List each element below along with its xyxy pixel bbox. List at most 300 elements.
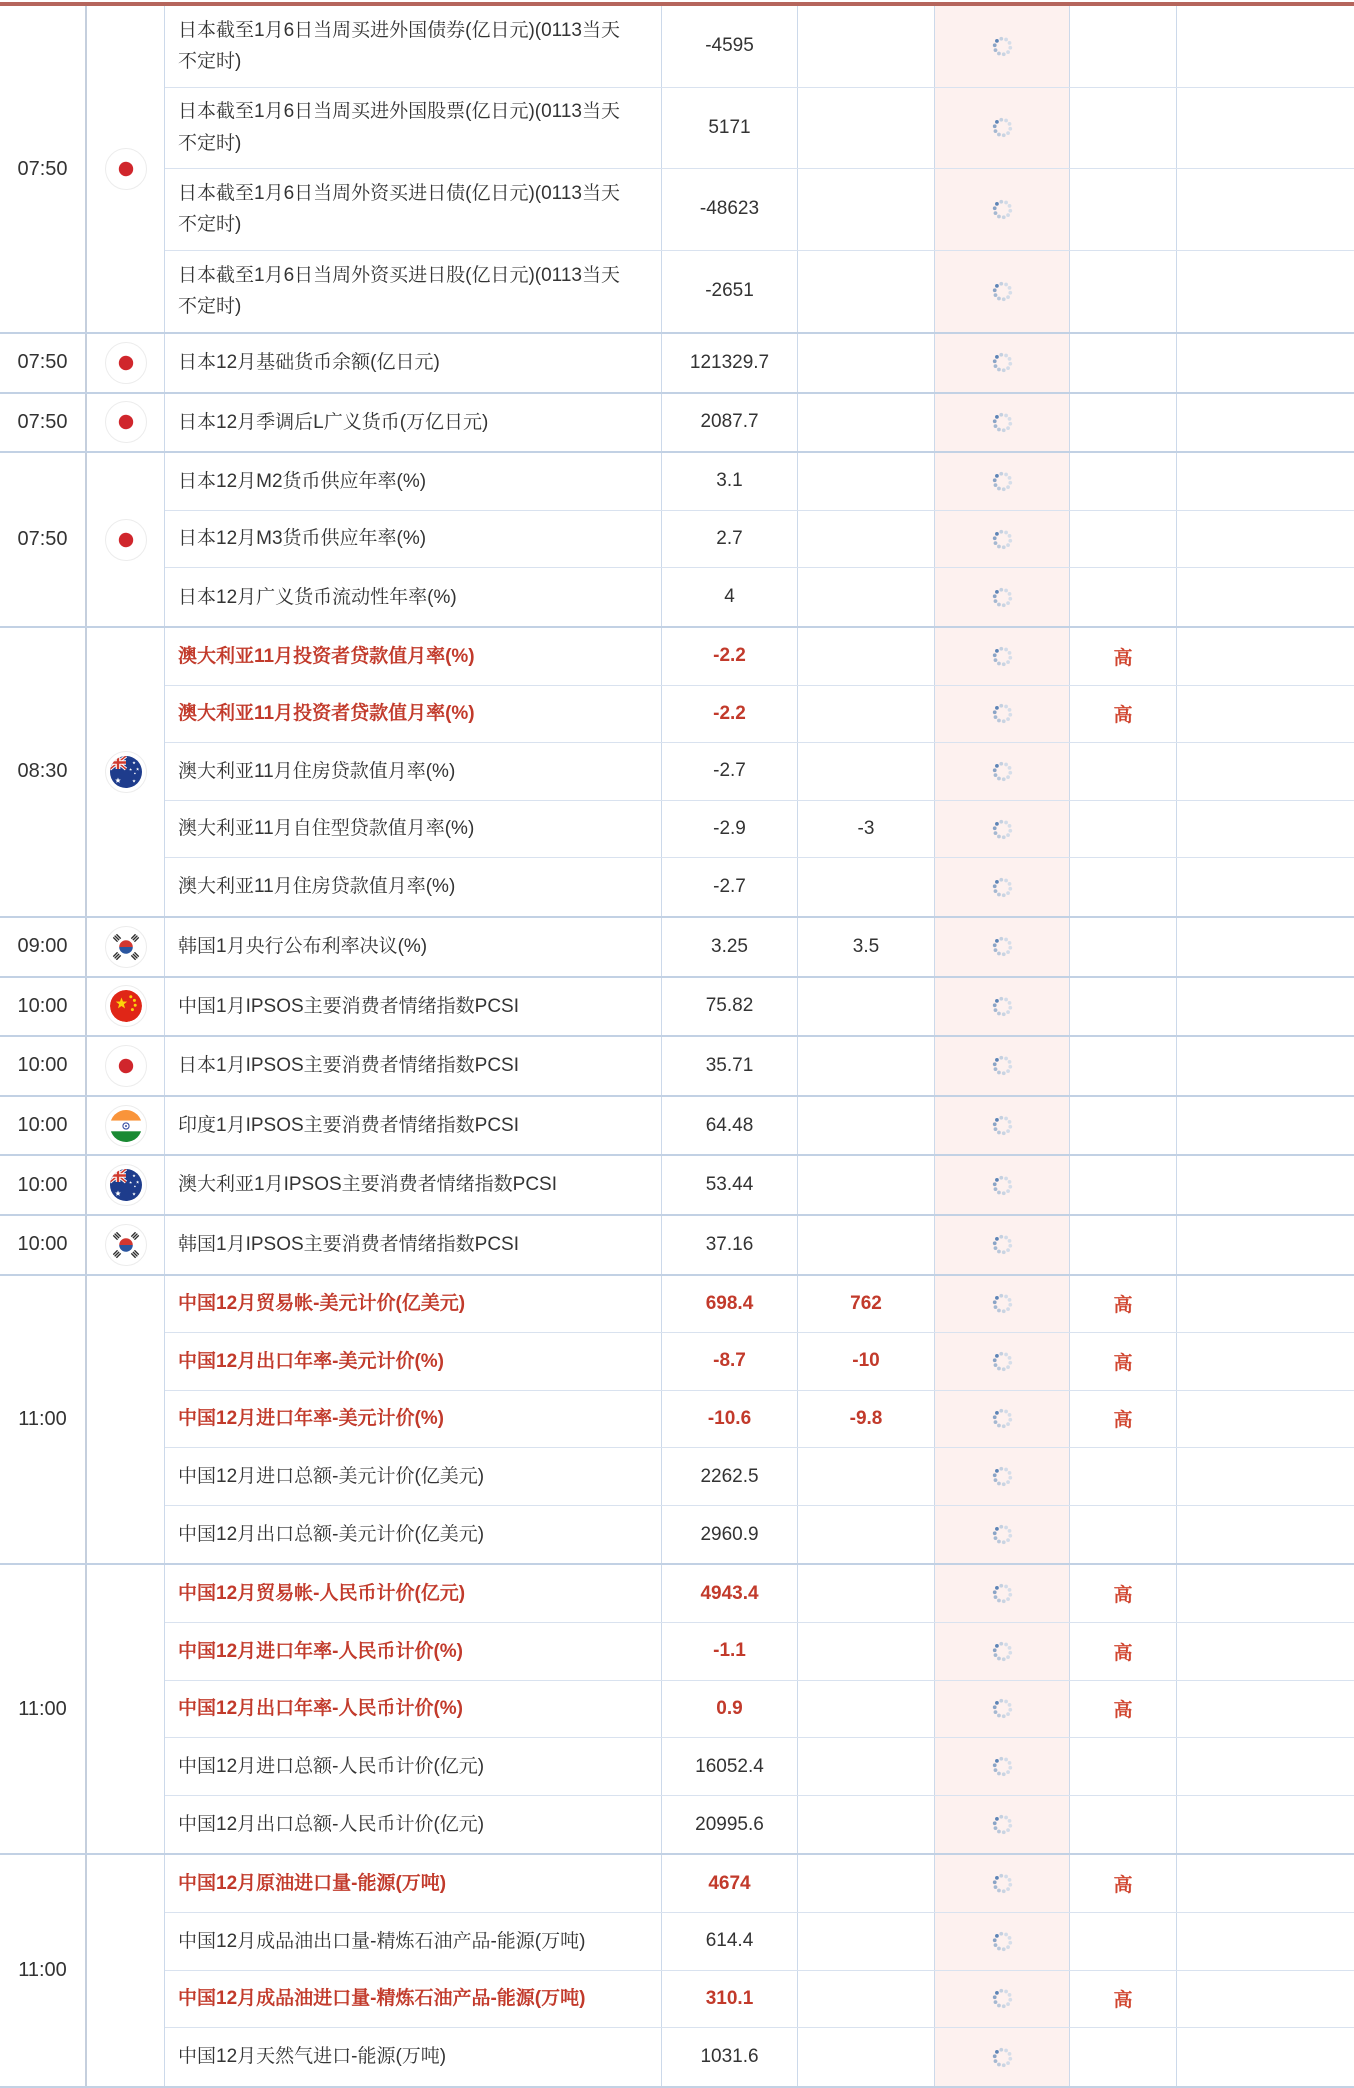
chart-loading-cell[interactable] [935, 1738, 1070, 1795]
event-title: 中国12月天然气进口-能源(万吨) [165, 2028, 662, 2086]
actual-value: 121329.7 [662, 334, 798, 392]
chart-loading-cell[interactable] [935, 1276, 1070, 1333]
actual-value: 35.71 [662, 1037, 798, 1095]
flag-cell [87, 1156, 165, 1214]
empty-cell [1177, 978, 1354, 1036]
group-rows [165, 334, 1354, 392]
event-group [0, 1097, 1354, 1157]
importance-badge [1070, 978, 1177, 1036]
loading-spinner-icon [989, 1580, 1016, 1607]
chart-loading-cell[interactable] [935, 6, 1070, 87]
actual-value: -48623 [662, 169, 798, 250]
empty-cell [1177, 1391, 1354, 1448]
event-title: 中国12月原油进口量-能源(万吨) [165, 1855, 662, 1912]
importance-badge: 高 [1070, 1855, 1177, 1912]
chart-loading-cell[interactable] [935, 1681, 1070, 1738]
chart-loading-cell[interactable] [935, 1565, 1070, 1622]
time-cell: 07:50 [0, 6, 87, 332]
chart-loading-cell[interactable] [935, 1971, 1070, 2028]
group-rows [165, 1276, 1354, 1564]
forecast-value [798, 1796, 935, 1854]
time-cell: 11:00 [0, 1565, 87, 1853]
chart-loading-cell[interactable] [935, 1855, 1070, 1912]
table-row [165, 453, 1354, 511]
event-group [0, 1276, 1354, 1566]
importance-badge [1070, 1506, 1177, 1564]
event-title: 中国12月成品油进口量-精炼石油产品-能源(万吨) [165, 1971, 662, 2028]
table-row [165, 858, 1354, 916]
forecast-value [798, 169, 935, 250]
chart-loading-cell[interactable] [935, 2028, 1070, 2086]
empty-cell [1177, 1971, 1354, 2028]
flag-cell [87, 1216, 165, 1274]
empty-cell [1177, 2028, 1354, 2086]
table-row [165, 394, 1354, 452]
chart-loading-cell[interactable] [935, 743, 1070, 800]
event-title: 日本截至1月6日当周外资买进日股(亿日元)(0113当天不定时) [165, 251, 662, 333]
event-title: 日本12月广义货币流动性年率(%) [165, 568, 662, 626]
forecast-value [798, 1681, 935, 1738]
loading-spinner-icon [989, 816, 1016, 843]
table-row [165, 801, 1354, 859]
event-title: 中国1月IPSOS主要消费者情绪指数PCSI [165, 978, 662, 1036]
loading-spinner-icon [989, 758, 1016, 785]
empty-cell [1177, 1156, 1354, 1214]
actual-value: 698.4 [662, 1276, 798, 1333]
table-row [165, 1391, 1354, 1449]
forecast-value [798, 6, 935, 87]
loading-spinner-icon [989, 526, 1016, 553]
group-rows [165, 1156, 1354, 1214]
loading-spinner-icon [989, 1052, 1016, 1079]
event-group [0, 918, 1354, 978]
table-row [165, 169, 1354, 251]
table-row [165, 686, 1354, 744]
importance-badge [1070, 568, 1177, 626]
actual-value: 2960.9 [662, 1506, 798, 1564]
event-group [0, 334, 1354, 394]
event-title: 中国12月成品油出口量-精炼石油产品-能源(万吨) [165, 1913, 662, 1970]
forecast-value [798, 743, 935, 800]
importance-badge [1070, 1448, 1177, 1505]
forecast-value [798, 1216, 935, 1274]
table-row [165, 1276, 1354, 1334]
group-rows [165, 918, 1354, 976]
event-title: 日本12月基础货币余额(亿日元) [165, 334, 662, 392]
time-cell: 11:00 [0, 1855, 87, 2085]
forecast-value [798, 88, 935, 169]
chart-loading-cell[interactable] [935, 858, 1070, 916]
table-row [165, 1333, 1354, 1391]
china-flag-icon [105, 985, 147, 1027]
japan-flag-icon [105, 401, 147, 443]
time-cell: 09:00 [0, 918, 87, 976]
event-group [0, 628, 1354, 918]
empty-cell [1177, 801, 1354, 858]
chart-loading-cell[interactable] [935, 1037, 1070, 1095]
importance-badge [1070, 6, 1177, 87]
event-title: 中国12月进口总额-美元计价(亿美元) [165, 1448, 662, 1505]
event-title: 日本12月季调后L广义货币(万亿日元) [165, 394, 662, 452]
table-row [165, 918, 1354, 976]
time-cell: 07:50 [0, 334, 87, 392]
event-title: 韩国1月IPSOS主要消费者情绪指数PCSI [165, 1216, 662, 1274]
event-title: 中国12月出口年率-美元计价(%) [165, 1333, 662, 1390]
importance-badge [1070, 2028, 1177, 2086]
importance-badge [1070, 858, 1177, 916]
loading-spinner-icon [989, 1348, 1016, 1375]
flag-cell [87, 1037, 165, 1095]
loading-spinner-icon [989, 33, 1016, 60]
actual-value: -4595 [662, 6, 798, 87]
loading-spinner-icon [989, 1290, 1016, 1317]
event-title: 日本截至1月6日当周外资买进日债(亿日元)(0113当天不定时) [165, 169, 662, 250]
importance-badge [1070, 1037, 1177, 1095]
event-group [0, 394, 1354, 454]
empty-cell [1177, 686, 1354, 743]
empty-cell [1177, 511, 1354, 568]
loading-spinner-icon [989, 196, 1016, 223]
group-rows [165, 628, 1354, 916]
event-title: 澳大利亚11月自住型贷款值月率(%) [165, 801, 662, 858]
forecast-value [798, 628, 935, 685]
table-row [165, 568, 1354, 626]
actual-value: 0.9 [662, 1681, 798, 1738]
importance-badge [1070, 1097, 1177, 1155]
table-row [165, 978, 1354, 1036]
importance-badge: 高 [1070, 1333, 1177, 1390]
table-row [165, 1565, 1354, 1623]
importance-badge: 高 [1070, 1681, 1177, 1738]
empty-cell [1177, 1333, 1354, 1390]
actual-value: 1031.6 [662, 2028, 798, 2086]
loading-spinner-icon [989, 700, 1016, 727]
actual-value: 4674 [662, 1855, 798, 1912]
time-cell: 08:30 [0, 628, 87, 916]
event-title: 澳大利亚11月住房贷款值月率(%) [165, 858, 662, 916]
forecast-value [798, 511, 935, 568]
event-title: 日本12月M2货币供应年率(%) [165, 453, 662, 510]
empty-cell [1177, 1623, 1354, 1680]
importance-badge [1070, 453, 1177, 510]
table-row [165, 88, 1354, 170]
actual-value: -2.2 [662, 628, 798, 685]
group-rows [165, 978, 1354, 1036]
loading-spinner-icon [989, 1695, 1016, 1722]
flag-cell [87, 918, 165, 976]
event-title: 澳大利亚11月投资者贷款值月率(%) [165, 628, 662, 685]
empty-cell [1177, 1448, 1354, 1505]
actual-value: 16052.4 [662, 1738, 798, 1795]
loading-spinner-icon [989, 643, 1016, 670]
actual-value: 310.1 [662, 1971, 798, 2028]
chart-loading-cell[interactable] [935, 686, 1070, 743]
chart-loading-cell[interactable] [935, 1333, 1070, 1390]
group-rows [165, 1855, 1354, 2085]
forecast-value [798, 1738, 935, 1795]
actual-value: 64.48 [662, 1097, 798, 1155]
loading-spinner-icon [989, 993, 1016, 1020]
chart-loading-cell[interactable] [935, 1913, 1070, 1970]
loading-spinner-icon [989, 874, 1016, 901]
flag-cell [87, 453, 165, 626]
table-row [165, 251, 1354, 333]
importance-badge [1070, 334, 1177, 392]
empty-cell [1177, 1037, 1354, 1095]
empty-cell [1177, 1097, 1354, 1155]
time-cell: 07:50 [0, 394, 87, 452]
event-group [0, 453, 1354, 628]
empty-cell [1177, 1855, 1354, 1912]
loading-spinner-icon [989, 584, 1016, 611]
event-title: 日本1月IPSOS主要消费者情绪指数PCSI [165, 1037, 662, 1095]
loading-spinner-icon [989, 1521, 1016, 1548]
importance-badge: 高 [1070, 686, 1177, 743]
table-row [165, 1913, 1354, 1971]
event-title: 中国12月出口总额-美元计价(亿美元) [165, 1506, 662, 1564]
forecast-value [798, 2028, 935, 2086]
table-row [165, 743, 1354, 801]
actual-value: -10.6 [662, 1391, 798, 1448]
empty-cell [1177, 334, 1354, 392]
importance-badge [1070, 169, 1177, 250]
flag-cell [87, 334, 165, 392]
table-row [165, 1037, 1354, 1095]
japan-flag-icon [105, 1045, 147, 1087]
forecast-value [798, 1448, 935, 1505]
forecast-value [798, 858, 935, 916]
empty-cell [1177, 394, 1354, 452]
table-row [165, 628, 1354, 686]
time-cell: 10:00 [0, 978, 87, 1036]
actual-value: 614.4 [662, 1913, 798, 1970]
loading-spinner-icon [989, 1463, 1016, 1490]
empty-cell [1177, 6, 1354, 87]
empty-cell [1177, 858, 1354, 916]
flag-cell [87, 1276, 165, 1564]
forecast-value [798, 1506, 935, 1564]
table-row [165, 1216, 1354, 1274]
chart-loading-cell[interactable] [935, 1156, 1070, 1214]
importance-badge [1070, 1796, 1177, 1854]
importance-badge [1070, 743, 1177, 800]
empty-cell [1177, 88, 1354, 169]
australia-flag-icon [105, 1164, 147, 1206]
actual-value: -2.7 [662, 743, 798, 800]
actual-value: 4943.4 [662, 1565, 798, 1622]
time-cell: 10:00 [0, 1037, 87, 1095]
event-title: 中国12月出口年率-人民币计价(%) [165, 1681, 662, 1738]
chart-loading-cell[interactable] [935, 1448, 1070, 1505]
actual-value: 5171 [662, 88, 798, 169]
event-title: 澳大利亚11月住房贷款值月率(%) [165, 743, 662, 800]
table-row [165, 1681, 1354, 1739]
japan-flag-icon [105, 342, 147, 384]
event-group [0, 6, 1354, 334]
india-flag-icon [105, 1105, 147, 1147]
event-title: 澳大利亚1月IPSOS主要消费者情绪指数PCSI [165, 1156, 662, 1214]
actual-value: -8.7 [662, 1333, 798, 1390]
loading-spinner-icon [989, 349, 1016, 376]
empty-cell [1177, 1506, 1354, 1564]
forecast-value [798, 453, 935, 510]
empty-cell [1177, 568, 1354, 626]
chart-loading-cell[interactable] [935, 978, 1070, 1036]
loading-spinner-icon [989, 409, 1016, 436]
event-title: 中国12月进口年率-美元计价(%) [165, 1391, 662, 1448]
chart-loading-cell[interactable] [935, 88, 1070, 169]
forecast-value [798, 334, 935, 392]
event-group [0, 1156, 1354, 1216]
table-row [165, 1738, 1354, 1796]
event-title: 中国12月进口总额-人民币计价(亿元) [165, 1738, 662, 1795]
loading-spinner-icon [989, 278, 1016, 305]
flag-cell [87, 1855, 165, 2085]
event-title: 中国12月出口总额-人民币计价(亿元) [165, 1796, 662, 1854]
loading-spinner-icon [989, 1172, 1016, 1199]
table-row [165, 511, 1354, 569]
flag-cell [87, 1565, 165, 1853]
forecast-value [798, 1971, 935, 2028]
forecast-value [798, 1156, 935, 1214]
event-group [0, 1216, 1354, 1276]
importance-badge: 高 [1070, 1565, 1177, 1622]
chart-loading-cell[interactable] [935, 568, 1070, 626]
chart-loading-cell[interactable] [935, 628, 1070, 685]
korea-flag-icon [105, 1224, 147, 1266]
empty-cell [1177, 1913, 1354, 1970]
table-row [165, 1623, 1354, 1681]
loading-spinner-icon [989, 1870, 1016, 1897]
chart-loading-cell[interactable] [935, 169, 1070, 250]
importance-badge [1070, 511, 1177, 568]
event-group [0, 1565, 1354, 1855]
actual-value: 3.25 [662, 918, 798, 976]
importance-badge: 高 [1070, 1276, 1177, 1333]
chart-loading-cell[interactable] [935, 1097, 1070, 1155]
group-rows [165, 1097, 1354, 1155]
event-group [0, 1855, 1354, 2087]
time-cell: 11:00 [0, 1276, 87, 1564]
forecast-value [798, 1565, 935, 1622]
importance-badge [1070, 88, 1177, 169]
chart-loading-cell[interactable] [935, 1796, 1070, 1854]
loading-spinner-icon [989, 2044, 1016, 2071]
forecast-value: -10 [798, 1333, 935, 1390]
flag-cell [87, 394, 165, 452]
actual-value: 53.44 [662, 1156, 798, 1214]
importance-badge [1070, 1913, 1177, 1970]
importance-badge [1070, 1216, 1177, 1274]
loading-spinner-icon [989, 1112, 1016, 1139]
group-rows [165, 394, 1354, 452]
chart-loading-cell[interactable] [935, 511, 1070, 568]
time-cell: 10:00 [0, 1216, 87, 1274]
loading-spinner-icon [989, 1405, 1016, 1432]
chart-loading-cell[interactable] [935, 453, 1070, 510]
economic-calendar-table [0, 6, 1354, 2088]
actual-value: -2.7 [662, 858, 798, 916]
actual-value: -2651 [662, 251, 798, 333]
forecast-value [798, 1097, 935, 1155]
table-row [165, 1156, 1354, 1214]
actual-value: -2.2 [662, 686, 798, 743]
chart-loading-cell[interactable] [935, 801, 1070, 858]
importance-badge [1070, 801, 1177, 858]
empty-cell [1177, 453, 1354, 510]
importance-badge: 高 [1070, 1623, 1177, 1680]
empty-cell [1177, 1796, 1354, 1854]
importance-badge: 高 [1070, 628, 1177, 685]
table-row [165, 6, 1354, 88]
chart-loading-cell[interactable] [935, 1506, 1070, 1564]
forecast-value [798, 251, 935, 333]
event-group [0, 978, 1354, 1038]
loading-spinner-icon [989, 1985, 1016, 2012]
empty-cell [1177, 251, 1354, 333]
loading-spinner-icon [989, 933, 1016, 960]
japan-flag-icon [105, 519, 147, 561]
flag-cell [87, 978, 165, 1036]
time-cell: 10:00 [0, 1097, 87, 1155]
flag-cell [87, 6, 165, 332]
event-title: 中国12月进口年率-人民币计价(%) [165, 1623, 662, 1680]
table-row [165, 1971, 1354, 2029]
event-title: 韩国1月央行公布利率决议(%) [165, 918, 662, 976]
table-row [165, 1855, 1354, 1913]
importance-badge [1070, 394, 1177, 452]
chart-loading-cell[interactable] [935, 251, 1070, 333]
group-rows [165, 1216, 1354, 1274]
actual-value: 37.16 [662, 1216, 798, 1274]
chart-loading-cell[interactable] [935, 394, 1070, 452]
forecast-value [798, 686, 935, 743]
importance-badge [1070, 251, 1177, 333]
time-cell: 07:50 [0, 453, 87, 626]
importance-badge [1070, 1156, 1177, 1214]
flag-cell [87, 1097, 165, 1155]
chart-loading-cell[interactable] [935, 918, 1070, 976]
table-row [165, 1448, 1354, 1506]
event-title: 中国12月贸易帐-人民币计价(亿元) [165, 1565, 662, 1622]
actual-value: 20995.6 [662, 1796, 798, 1854]
forecast-value [798, 1913, 935, 1970]
group-rows [165, 6, 1354, 332]
actual-value: 2262.5 [662, 1448, 798, 1505]
group-rows [165, 1037, 1354, 1095]
group-rows [165, 1565, 1354, 1853]
loading-spinner-icon [989, 468, 1016, 495]
chart-loading-cell[interactable] [935, 1623, 1070, 1680]
actual-value: 3.1 [662, 453, 798, 510]
chart-loading-cell[interactable] [935, 1216, 1070, 1274]
importance-badge [1070, 918, 1177, 976]
chart-loading-cell[interactable] [935, 1391, 1070, 1448]
loading-spinner-icon [989, 1231, 1016, 1258]
flag-cell [87, 628, 165, 916]
importance-badge: 高 [1070, 1971, 1177, 2028]
chart-loading-cell[interactable] [935, 334, 1070, 392]
empty-cell [1177, 628, 1354, 685]
loading-spinner-icon [989, 1811, 1016, 1838]
table-row [165, 1097, 1354, 1155]
actual-value: -2.9 [662, 801, 798, 858]
loading-spinner-icon [989, 1638, 1016, 1665]
actual-value: 2.7 [662, 511, 798, 568]
empty-cell [1177, 169, 1354, 250]
table-row [165, 334, 1354, 392]
loading-spinner-icon [989, 1928, 1016, 1955]
